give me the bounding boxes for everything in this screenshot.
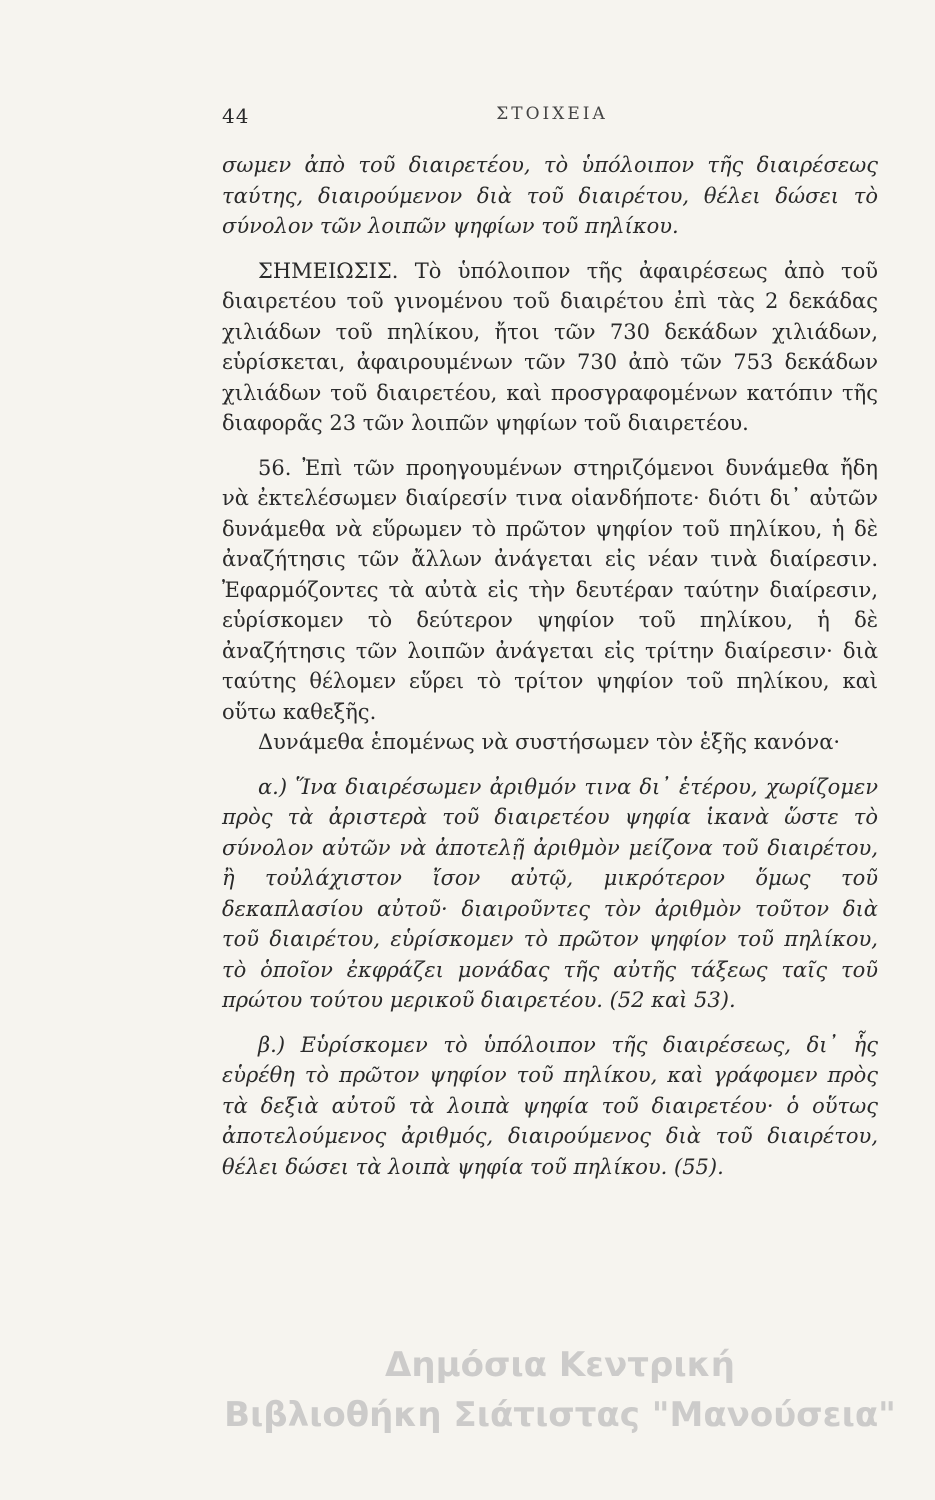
- paragraph-rule-intro: Δυνάμεθα ἑπομένως νὰ συστήσωμεν τὸν ἑξῆς κανόνα·: [258, 730, 841, 754]
- watermark-line-1: Δημόσια Κεντρική: [385, 1345, 735, 1385]
- running-head: ΣΤΟΙΧΕΙΑ: [496, 104, 608, 124]
- paragraph-rule-b: β.) Εὑρίσκομεν τὸ ὑπόλοιπον τῆς διαιρέσεως, δι᾽ ἧς εὑρέθη τὸ πρῶτον ψηφίον τοῦ πηλίκου, καὶ γράφομεν πρὸς τὰ δεξιὰ αὐτοῦ τὰ λοιπὰ ψηφία τοῦ διαιρετέου· ὁ οὕτως ἀποτελούμενος ἀριθμός, διαιρούμενος διὰ τοῦ διαιρέτου, θέλει δώσει τὰ λοιπὰ ψηφία τοῦ πηλίκου. (55).: [222, 1032, 878, 1179]
- paragraph-note: ΣΗΜΕΙΩΣΙΣ. Τὸ ὑπόλοιπον τῆς ἀφαιρέσεως ἀπὸ τοῦ διαιρετέου τοῦ γινομένου τοῦ διαιρέτου ἐπὶ τὰς 2 δεκάδας χιλιάδων τοῦ πηλίκου, ἤτοι τῶν 730 δεκάδων χιλιάδων, εὑρίσκεται, ἀφαιρουμένων τῶν 730 ἀπὸ τῶν 753 δεκάδων χιλιάδων τοῦ διαιρετέου, καὶ προσγραφομένων κατόπιν τῆς διαφορᾶς 23 τῶν λοιπῶν ψηφίων τοῦ διαιρετέου.: [222, 258, 878, 435]
- body-text: [222, 150, 878, 1182]
- page-header: [222, 104, 882, 136]
- watermark-line-2: Βιβλιοθήκη Σιάτιστας "Μανούσεια": [224, 1395, 896, 1435]
- paragraph-56: 56. Ἐπὶ τῶν προηγουμένων στηριζόμενοι δυνάμεθα ἤδη νὰ ἐκτελέσωμεν διαίρεσίν τινα οἱανδήποτε· διότι δι᾽ αὐτῶν δυνάμεθα νὰ εὕρωμεν τὸ πρῶτον ψηφίον τοῦ πηλίκου, ἡ δὲ ἀναζήτησις τῶν ἄλλων ἀνάγεται εἰς νέαν τινὰ διαίρεσιν. Ἐφαρμόζοντες τὰ αὐτὰ εἰς τὴν δευτέραν ταύτην διαίρεσιν, εὑρίσκομεν τὸ δεύτερον ψηφίον τοῦ πηλίκου, ἡ δὲ ἀναζήτησις τῶν λοιπῶν ἀνάγεται εἰς τρίτην διαίρεσιν· διὰ ταύτης θέλομεν εὕρει τὸ τρίτον ψηφίον τοῦ πηλίκου, καὶ οὕτω καθεξῆς.: [222, 455, 878, 724]
- page-number: 44: [222, 104, 250, 128]
- paragraph-continuation: σωμεν ἀπὸ τοῦ διαιρετέου, τὸ ὑπόλοιπον τῆς διαιρέσεως ταύτης, διαιρούμενον διὰ τοῦ διαιρέτου, θέλει δώσει τὸ σύνολον τῶν λοιπῶν ψηφίων τοῦ πηλίκου.: [222, 153, 878, 238]
- library-watermark: [205, 1340, 915, 1440]
- paragraph-rule-a: α.) Ἵνα διαιρέσωμεν ἀριθμόν τινα δι᾽ ἑτέρου, χωρίζομεν πρὸς τὰ ἀριστερὰ τοῦ διαιρετέου ψηφία ἱκανὰ ὥστε τὸ σύνολον αὐτῶν νὰ ἀποτελῇ ἀριθμὸν μείζονα τοῦ διαιρέτου, ἢ τοὐλάχιστον ἴσον αὐτῷ, μικρότερον ὅμως τοῦ δεκαπλασίου αὐτοῦ· διαιροῦντες τὸν ἀριθμὸν τοῦτον διὰ τοῦ διαιρέτου, εὑρίσκομεν τὸ πρῶτον ψηφίον τοῦ πηλίκου, τὸ ὁποῖον ἐκφράζει μονάδας τῆς αὐτῆς τάξεως ταῖς τοῦ πρώτου τούτου μερικοῦ διαιρετέου. (52 καὶ 53).: [222, 774, 878, 1012]
